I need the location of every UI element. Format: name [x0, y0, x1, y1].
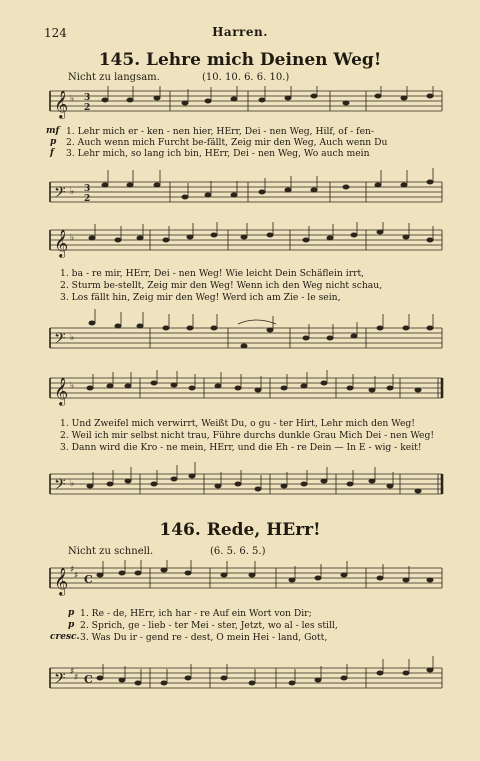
- svg-text:𝄢: 𝄢: [54, 184, 66, 205]
- running-head: Harren.: [212, 25, 268, 39]
- svg-text:3: 3: [84, 184, 91, 194]
- lyric-146-1-v3: 3. Was Du ir - gend re - dest, O mein Hei - land, Gott,: [80, 632, 328, 643]
- lyric-145-3-v1: 1. Und Zweifel mich verwirrt, Weißt Du, o gu - ter Hirt, Lehr mich den Weg!: [60, 418, 415, 429]
- svg-text:𝄢: 𝄢: [54, 476, 66, 497]
- dyn-146-1-v3: cresc.: [50, 632, 80, 642]
- svg-text:2: 2: [84, 103, 91, 113]
- hymn-146-meter: (6. 5. 6. 5.): [210, 546, 266, 557]
- staff-146-1-treble: [0, 560, 480, 602]
- svg-text:♯: ♯: [70, 565, 75, 575]
- dyn-145-1-v3: f: [50, 148, 54, 158]
- svg-text:♭: ♭: [70, 94, 75, 104]
- svg-text:♯: ♯: [70, 667, 75, 677]
- hymn-146-tempo: Nicht zu schnell.: [68, 546, 154, 557]
- svg-text:♯: ♯: [74, 571, 79, 581]
- lyric-145-3-v3: 3. Dann wird die Kro - ne mein, HErr, und die Eh - re Dein — In E - wig - keit!: [60, 442, 422, 453]
- page-number: 124: [44, 26, 67, 40]
- lyric-146-1-v1: 1. Re - de, HErr, ich har - re Auf ein Wort von Dir;: [80, 608, 312, 619]
- svg-text:𝄢: 𝄢: [54, 330, 66, 351]
- dyn-146-1-v1: p: [68, 608, 75, 618]
- hymn-146-title: 146. Rede, HErr!: [159, 520, 321, 540]
- dyn-145-1-v1: mf: [46, 126, 60, 136]
- svg-text:𝄢: 𝄢: [54, 670, 66, 691]
- dyn-146-1-v2: p: [68, 620, 75, 630]
- staff-146-1-bass: [0, 644, 480, 706]
- lyric-145-3-v2: 2. Weil ich mir selbst nicht trau, Führe durchs dunkle Grau Mich Dei - nen Weg!: [60, 430, 435, 441]
- svg-text:♭: ♭: [70, 187, 75, 197]
- staff-145-1-bass: [0, 160, 480, 218]
- svg-text:3: 3: [84, 93, 91, 103]
- svg-text:𝄞: 𝄞: [54, 567, 69, 595]
- svg-text:𝄞: 𝄞: [54, 229, 69, 257]
- lyric-145-2-v2: 2. Sturm be-stellt, Zeig mir den Weg! Wenn ich den Weg nicht schau,: [60, 280, 383, 291]
- hymn-145-title: 145. Lehre mich Deinen Weg!: [98, 50, 382, 70]
- lyric-145-2-v1: 1. ba - re mir, HErr, Dei - nen Weg! Wie leicht Dein Schäflein irrt,: [60, 268, 365, 279]
- svg-text:♭: ♭: [70, 479, 75, 489]
- svg-text:♭: ♭: [70, 381, 75, 391]
- staff-145-2-treble: [0, 222, 480, 262]
- lyric-146-1-v2: 2. Sprich, ge - lieb - ter Mei - ster, Jetzt, wo al - les still,: [80, 620, 338, 631]
- staff-145-2-bass: [0, 306, 480, 362]
- svg-text:♯: ♯: [74, 673, 79, 683]
- hymn-145-meter: (10. 10. 6. 6. 10.): [202, 72, 290, 83]
- svg-text:C: C: [84, 573, 93, 586]
- svg-text:C: C: [84, 673, 93, 686]
- svg-text:𝄞: 𝄞: [54, 90, 69, 118]
- lyric-145-1-v2: 2. Auch wenn mich Furcht be-fällt, Zeig mir den Weg, Auch wenn Du: [66, 137, 388, 148]
- svg-text:𝄞: 𝄞: [54, 377, 69, 405]
- lyric-145-1-v3: 3. Lehr mich, so lang ich bin, HErr, Dei - nen Weg, Wo auch mein: [66, 148, 370, 159]
- staff-145-3-treble: [0, 370, 480, 412]
- staff-145-1-treble: [0, 86, 480, 126]
- svg-text:♭: ♭: [70, 333, 75, 343]
- svg-text:♭: ♭: [70, 233, 75, 243]
- lyric-145-2-v3: 3. Los fällt hin, Zeig mir den Weg! Werd ich am Zie - le sein,: [60, 292, 341, 303]
- staff-145-3-bass: [0, 456, 480, 506]
- lyric-145-1-v1: 1. Lehr mich er - ken - nen hier, HErr, Dei - nen Weg, Hilf, of - fen-: [66, 126, 375, 137]
- hymn-145-tempo: Nicht zu langsam.: [68, 72, 160, 83]
- svg-text:2: 2: [84, 194, 91, 204]
- dyn-145-1-v2: p: [50, 137, 57, 147]
